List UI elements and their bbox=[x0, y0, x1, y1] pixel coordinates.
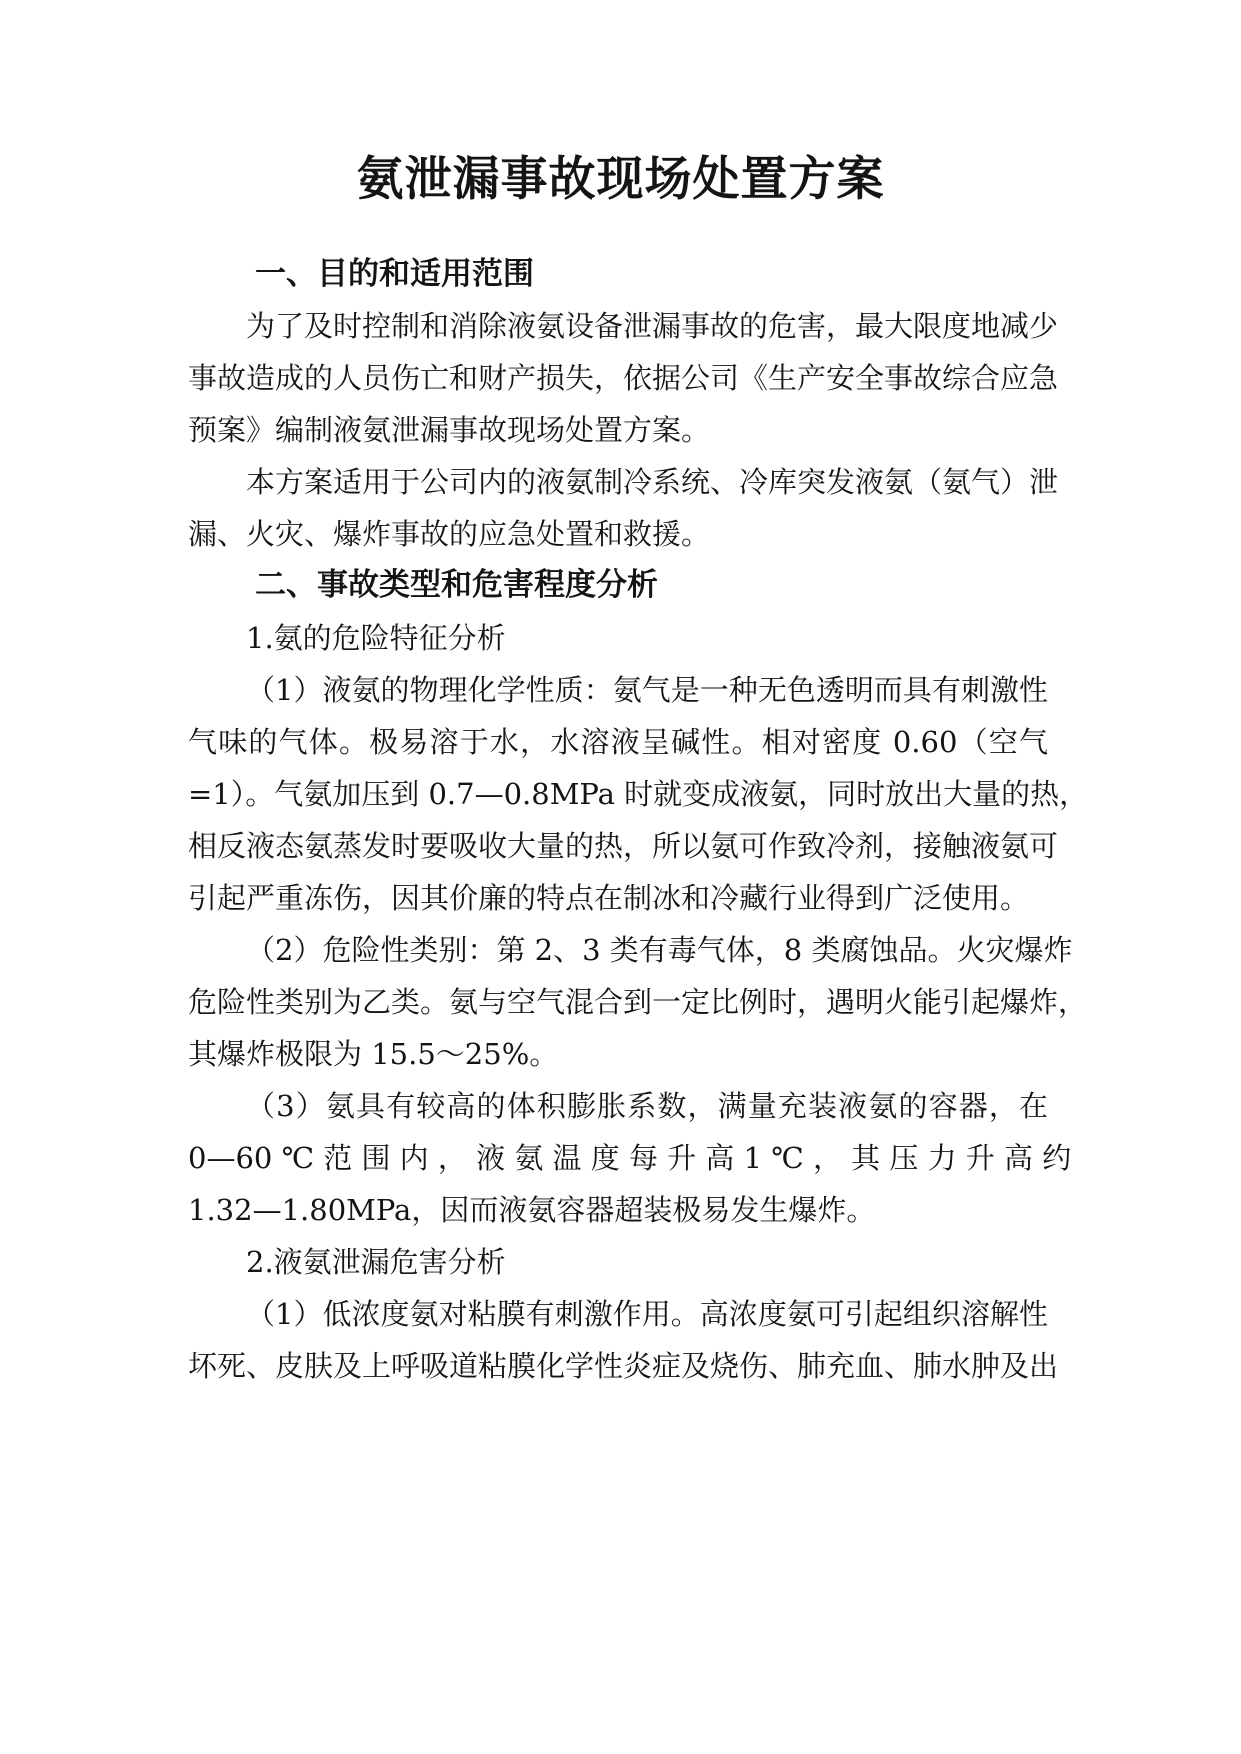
paragraph-line: 危险性类别为乙类。氨与空气混合到一定比例时，遇明火能引起爆炸， bbox=[188, 985, 1088, 1019]
paragraph-line: （2）危险性类别：第 2、3 类有毒气体，8 类腐蚀品。火灾爆炸 bbox=[246, 933, 1073, 967]
section-heading-accident-analysis: 二、事故类型和危害程度分析 bbox=[255, 567, 658, 603]
paragraph-line: 1.32—1.80MPa，因而液氨容器超装极易发生爆炸。 bbox=[188, 1193, 876, 1227]
paragraph-line: 0—60 ℃ 范 围 内 ， 液 氨 温 度 每 升 高 1 ℃ ， 其 压 力 升 高 约 bbox=[188, 1141, 1072, 1175]
paragraph-line: 其爆炸极限为 15.5～25%。 bbox=[188, 1037, 559, 1071]
paragraph-line: 为了及时控制和消除液氨设备泄漏事故的危害，最大限度地减少 bbox=[246, 309, 1059, 343]
section-heading-purpose-scope: 一、目的和适用范围 bbox=[255, 256, 534, 292]
subsection-title-leak-hazards: 2.液氨泄漏危害分析 bbox=[246, 1245, 506, 1279]
paragraph-line: 预案》编制液氨泄漏事故现场处置方案。 bbox=[188, 413, 711, 447]
paragraph-line: 相反液态氨蒸发时要吸收大量的热，所以氨可作致冷剂，接触液氨可 bbox=[188, 829, 1059, 863]
paragraph-line: 事故造成的人员伤亡和财产损失，依据公司《生产安全事故综合应急 bbox=[188, 361, 1059, 395]
paragraph-line: （1）低浓度氨对粘膜有刺激作用。高浓度氨可引起组织溶解性 bbox=[246, 1297, 1048, 1331]
subsection-title-ammonia-hazards: 1.氨的危险特征分析 bbox=[246, 621, 506, 655]
paragraph-line: 漏、火灾、爆炸事故的应急处置和救援。 bbox=[188, 517, 711, 551]
paragraph-line: 坏死、皮肤及上呼吸道粘膜化学性炎症及烧伤、肺充血、肺水肿及出 bbox=[188, 1349, 1059, 1383]
document-title: 氨泄漏事故现场处置方案 bbox=[356, 152, 885, 207]
paragraph-line: 引起严重冻伤，因其价廉的特点在制冰和冷藏行业得到广泛使用。 bbox=[188, 881, 1030, 915]
paragraph-line: =1）。气氨加压到 0.7—0.8MPa 时就变成液氨，同时放出大量的热， bbox=[188, 777, 1089, 811]
paragraph-line: 气味的气体。极易溶于水，水溶液呈碱性。相对密度 0.60（空气 bbox=[188, 725, 1048, 759]
paragraph-line: 本方案适用于公司内的液氨制冷系统、冷库突发液氨（氨气）泄 bbox=[246, 465, 1059, 499]
paragraph-line: （3）氨具有较高的体积膨胀系数，满量充装液氨的容器，在 bbox=[246, 1089, 1048, 1123]
paragraph-line: （1）液氨的物理化学性质：氨气是一种无色透明而具有刺激性 bbox=[246, 673, 1048, 707]
